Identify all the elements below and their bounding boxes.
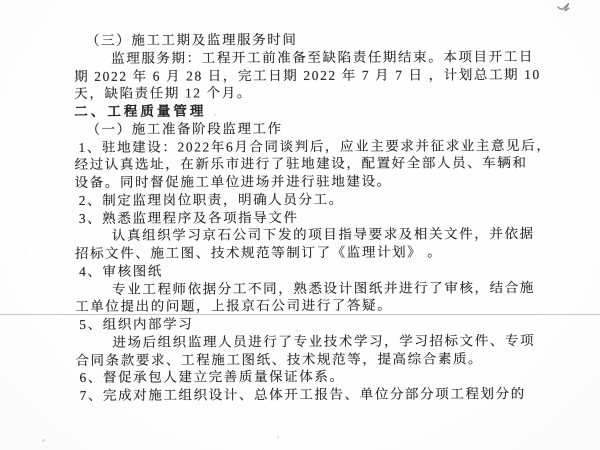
- text-line: 合同条款要求、工程施工图纸、技术规范等，提高综合素质。: [75, 350, 484, 368]
- text-line: 1、驻地建设：2022年6月合同谈判后，应业主要求并征求业主意见后，: [78, 137, 552, 155]
- scan-speck: [42, 439, 45, 442]
- text-line: 2、制定监理岗位职责，明确人员分工。: [78, 191, 344, 208]
- text-line: 3、熟悉监理程序及各项指导文件: [78, 209, 299, 226]
- text-line: 监理服务期：工程开工前准备至缺陷责任期结束。本项目开工日: [111, 48, 534, 66]
- text-line: 7、完成对施工组织设计、总体开工报告、单位分部分项工程划分的: [79, 386, 526, 403]
- text-line: 专业工程师依据分工不同，熟悉设计图纸并进行了审核，结合施: [112, 279, 535, 297]
- text-line: 6、督促承包人建立完善质量保证体系。: [79, 369, 345, 386]
- text-line: 期 2022 年 6 月 28 日，完工日期 2022 年 7 月 7 日 ，计划总工期 10: [74, 66, 541, 84]
- text-line: 天，缺陷责任期 12 个月。: [74, 85, 252, 102]
- text-line: 工单位提出的问题，上报京石公司进行了答疑。: [75, 297, 393, 315]
- text-line: 进场后组织监理人员进行了专业技术学习，学习招标文件、专项: [112, 332, 536, 350]
- text-line: 设备。同时督促施工单位进场并进行驻地建设。: [74, 173, 392, 190]
- scan-speck: [214, 114, 216, 116]
- text-line: 认真组织学习京石公司下发的项目指导要求及相关文件，并依据: [111, 226, 535, 244]
- text-line: 5、组织内部学习: [79, 316, 194, 332]
- scan-speck: [277, 436, 279, 438]
- scan-artifact-line: [0, 314, 600, 315]
- document-body: [74, 30, 554, 405]
- text-line: （三）施工工期及监理服务时间: [86, 32, 298, 48]
- text-line: 招标文件、施工图、技术规范等制订了《监理计划》 。: [74, 244, 443, 261]
- scan-speck: [296, 330, 298, 332]
- text-line: （一）施工准备阶段监理工作: [86, 120, 283, 137]
- text-line: 二、工程质量管理: [74, 103, 207, 119]
- pen-checkmark-icon: [556, 1, 574, 13]
- text-line: 4、审核图纸: [79, 263, 163, 279]
- text-line: 经过认真选址，在新乐市进行了驻地建设，配置好全部人员、车辆和: [74, 155, 528, 173]
